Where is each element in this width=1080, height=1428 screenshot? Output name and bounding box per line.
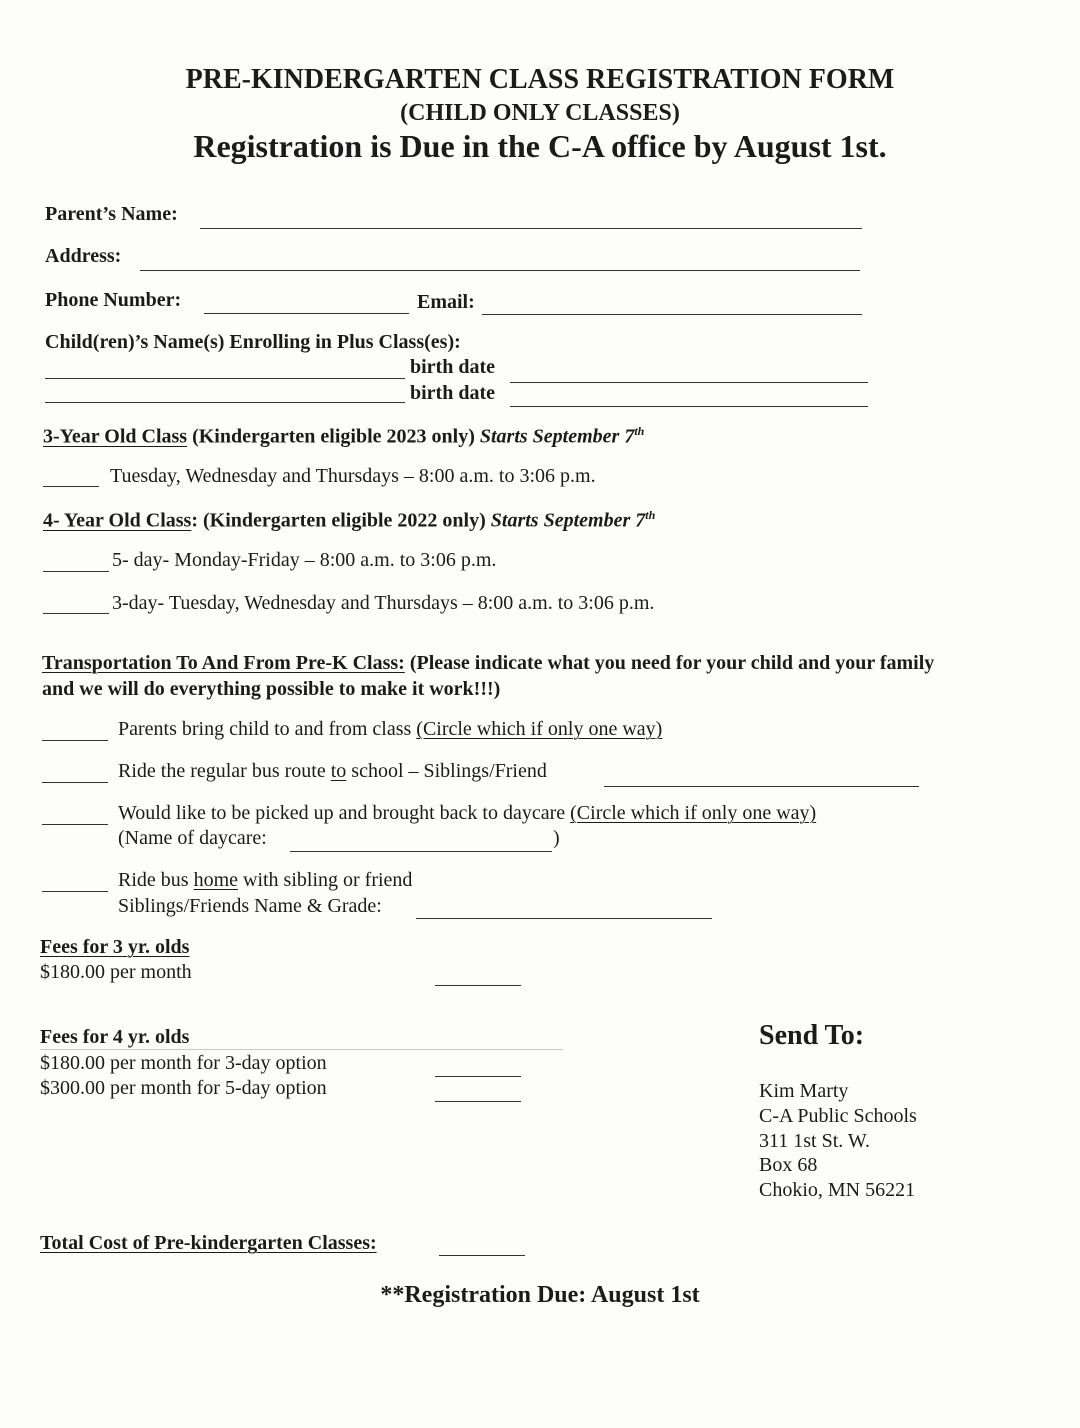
class3-checkbox-line[interactable] [43, 486, 99, 487]
transport-opt4-home: home [193, 869, 238, 891]
send-to-city: Chokio, MN 56221 [759, 1179, 916, 1202]
fees-4yr-divider [40, 1049, 563, 1050]
phone-field[interactable] [204, 313, 409, 314]
total-cost-label: Total Cost of Pre-kindergarten Classes: [40, 1232, 377, 1254]
class4-heading-row [43, 508, 655, 533]
transport-opt2-to: to [330, 760, 347, 782]
transport-opt2-text: Ride the regular bus route [118, 760, 331, 782]
transport-note-2: and we will do everything possible to make it work!!!) [42, 678, 501, 700]
class3-heading-row [43, 424, 644, 449]
class4-heading: 4- Year Old Class [43, 509, 192, 532]
transport-opt3 [118, 802, 816, 825]
transport-opt2 [118, 760, 547, 783]
send-to-box: Box 68 [759, 1154, 818, 1177]
class4-eligibility: (Kindergarten eligible 2022 only) [203, 509, 491, 532]
transport-opt3-checkbox-line[interactable] [42, 824, 108, 825]
send-to-street: 311 1st St. W. [759, 1129, 870, 1152]
form-title: PRE-KINDERGARTEN CLASS REGISTRATION FORM [185, 64, 895, 95]
birth-date-field-2[interactable] [510, 406, 868, 407]
class3-option: Tuesday, Wednesday and Thursdays – 8:00 a.m. to 3:06 p.m. [110, 465, 596, 487]
transport-opt4 [118, 869, 412, 892]
class4-5day-option: 5- day- Monday-Friday – 8:00 a.m. to 3:06 p.m. [112, 549, 497, 571]
transport-opt2-text-end: school – Siblings/Friend [346, 760, 547, 782]
fees-4yr-3day-amount-field[interactable] [435, 1076, 521, 1077]
siblings-name-grade-label: Siblings/Friends Name & Grade: [118, 895, 382, 917]
transport-opt3-circle-note: (Circle which if only one way) [570, 802, 817, 824]
fees-4yr-heading: Fees for 4 yr. olds [40, 1026, 190, 1048]
class4-start: Starts September 7 [490, 509, 646, 532]
transport-heading: Transportation To And From Pre-K Class: [42, 652, 405, 674]
transport-note: (Please indicate what you need for your child and your family [404, 652, 935, 674]
daycare-name-label: (Name of daycare: [118, 827, 267, 849]
email-label: Email: [417, 291, 475, 313]
phone-label: Phone Number: [45, 289, 182, 311]
birth-date-label-1: birth date [410, 356, 495, 378]
transport-opt1-checkbox-line[interactable] [42, 740, 108, 741]
transport-opt4-text: Ride bus [118, 869, 194, 891]
fees-4yr-5day-amount-field[interactable] [435, 1101, 521, 1102]
transport-opt1 [118, 718, 662, 741]
daycare-close-paren: ) [553, 827, 560, 849]
birth-date-field-1[interactable] [510, 382, 868, 383]
form-subtitle: (CHILD ONLY CLASSES) [400, 100, 680, 126]
address-field[interactable] [140, 270, 860, 271]
children-label: Child(ren)’s Name(s) Enrolling in Plus Class(es): [45, 331, 461, 353]
send-to-name: Kim Marty [759, 1080, 849, 1102]
transport-heading-row [42, 652, 934, 675]
transport-opt4-text-end: with sibling or friend [238, 869, 413, 891]
fees-4yr-3day: $180.00 per month for 3-day option [40, 1052, 327, 1074]
transport-opt1-text: Parents bring child to and from class [118, 718, 417, 740]
class3-start: Starts September 7 [479, 425, 635, 448]
email-field[interactable] [482, 314, 862, 315]
fees-4yr-5day: $300.00 per month for 5-day option [40, 1077, 327, 1099]
class3-eligibility: (Kindergarten eligible 2023 only) [187, 425, 480, 448]
child-name-field-1[interactable] [45, 378, 405, 379]
fees-3yr-amount-field[interactable] [435, 985, 521, 986]
parents-name-field[interactable] [200, 228, 862, 229]
class4-start-suffix: th [645, 508, 656, 522]
transport-opt3-text: Would like to be picked up and brought back to daycare [118, 802, 571, 824]
address-label: Address: [45, 245, 122, 267]
siblings-friend-field[interactable] [604, 786, 919, 787]
send-to-address [759, 1079, 917, 1203]
due-notice: Registration is Due in the C-A office by August 1st. [193, 128, 887, 164]
class3-start-suffix: th [634, 424, 645, 438]
send-to-org: C-A Public Schools [759, 1104, 917, 1127]
class3-heading: 3-Year Old Class [43, 425, 188, 448]
transport-opt4-checkbox-line[interactable] [42, 891, 108, 892]
siblings-name-grade-field[interactable] [416, 918, 712, 919]
transport-opt2-checkbox-line[interactable] [42, 782, 108, 783]
class4-3day-option: 3-day- Tuesday, Wednesday and Thursdays – 8:00 a.m. to 3:06 p.m. [112, 592, 655, 614]
total-cost-field[interactable] [439, 1255, 525, 1256]
class4-3day-checkbox-line[interactable] [43, 613, 109, 614]
class4-5day-checkbox-line[interactable] [43, 571, 109, 572]
child-name-field-2[interactable] [45, 402, 405, 403]
parents-name-label: Parent’s Name: [45, 203, 178, 225]
class4-colon: : [191, 509, 204, 532]
send-to-heading: Send To: [759, 1020, 865, 1051]
daycare-name-field[interactable] [290, 851, 552, 852]
registration-due-footer: **Registration Due: August 1st [380, 1282, 700, 1308]
fees-3yr-heading: Fees for 3 yr. olds [40, 936, 190, 958]
transport-opt1-circle-note: (Circle which if only one way) [416, 718, 663, 740]
birth-date-label-2: birth date [410, 382, 495, 404]
fees-3yr-line: $180.00 per month [40, 961, 192, 983]
